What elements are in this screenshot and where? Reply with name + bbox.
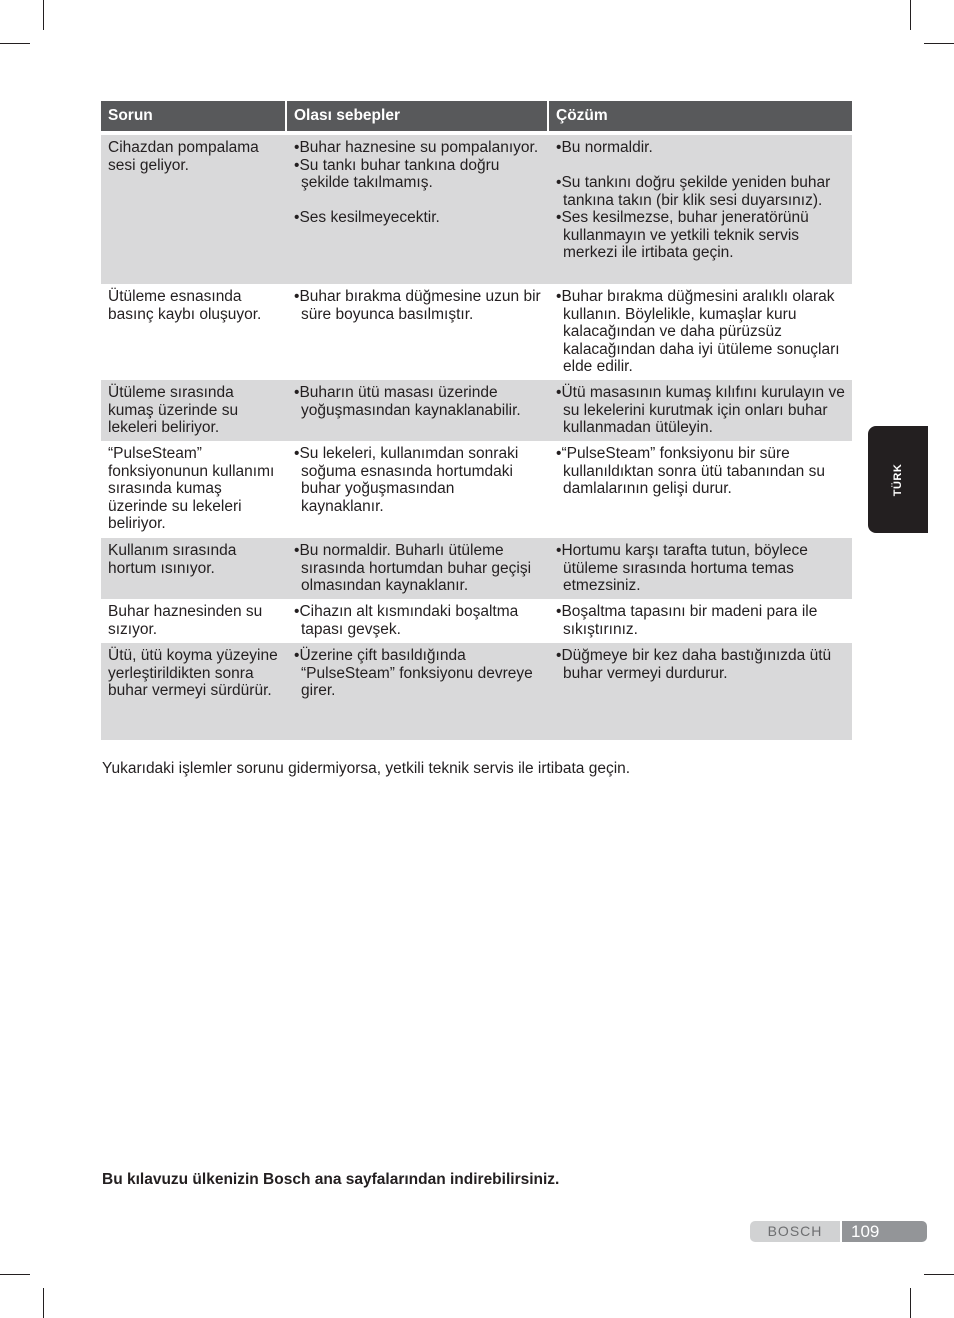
causes-cell [285,380,547,441]
crop-mark [0,1274,30,1275]
solution-cell [547,441,852,538]
problem-cell: “PulseSteam” fonksiyonunun kullanımı sırasında kumaş üzerinde su lekeleri beliriyor. [101,441,285,538]
table-header-row [101,101,852,135]
crop-mark [0,43,30,44]
table-row [101,135,852,284]
solution-cell [547,538,852,599]
problem-cell: Buhar haznesinden su sızıyor. [101,599,285,643]
page-number: 109 [842,1221,927,1242]
cause-item: •Buharın ütü masası üzerinde yoğuşmasından kaynaklanabilir. [294,384,521,419]
crop-mark [924,43,954,44]
table-row [101,643,852,740]
crop-mark [910,1288,911,1318]
header-causes: Olası sebepler [285,101,547,135]
solution-item: •Buhar bırakma düğmesini aralıklı olarak kullanın. Böylelikle, kumaşlar kuru kalacağından ve daha pürüzsüz kalacağından daha iyi ütüleme sonuçları elde edilir. [556,288,840,375]
causes-cell [285,538,547,599]
problem-cell: Ütü, ütü koyma yüzeyine yerleştirildikten sonra buhar vermeyi sürdürür. [101,643,285,740]
cause-item: •Bu normaldir. Buharlı ütüleme sırasında hortumdan buhar geçişi olmasından kaynaklanır. [294,542,532,594]
crop-mark [43,0,44,30]
download-note: Bu kılavuzu ülkenizin Bosch ana sayfalarından indirebilirsiniz. [102,1171,560,1188]
solution-item: •Boşaltma tapasını bir madeni para ile sıkıştırınız. [556,603,818,638]
cause-item: •Cihazın alt kısmındaki boşaltma tapası gevşek. [294,603,519,638]
header-problem: Sorun [101,101,285,135]
troubleshooting-table [101,101,852,740]
solution-cell [547,135,852,284]
footnote: Yukarıdaki işlemler sorunu gidermiyorsa, yetkili teknik servis ile irtibata geçin. [102,760,631,777]
cause-item: •Üzerine çift basıldığında “PulseSteam” fonksiyonu devreye girer. [294,647,533,699]
crop-mark [924,1274,954,1275]
problem-cell: Cihazdan pompalama sesi geliyor. [101,135,285,284]
table-row [101,599,852,643]
solution-item: •Düğmeye bir kez daha bastığınızda ütü buhar vermeyi durdurur. [556,647,832,682]
solution-cell [547,380,852,441]
solution-item: •Bu normaldir. [556,139,653,156]
cause-item: •Su lekeleri, kullanımdan sonraki soğuma esnasında hortumdaki buhar yoğuşmasından kaynaklanır. [294,445,519,515]
language-tab [868,426,928,533]
brand-label: BOSCH [750,1221,840,1242]
table-row [101,380,852,441]
solution-cell [547,599,852,643]
table-row [101,441,852,538]
language-label: TÜRK [892,463,904,496]
header-solution: Çözüm [547,101,852,135]
solution-cell [547,643,852,740]
solution-item: •Su tankını doğru şekilde yeniden buhar tankına takın (bir klik sesi duyarsınız). [556,174,831,209]
causes-cell [285,643,547,740]
cause-item: •Buhar bırakma düğmesine uzun bir süre boyunca basılmıştır. [294,288,541,323]
solution-item: •Ütü masasının kumaş kılıfını kurulayın ve su lekelerini kurutmak için onları buhar kullanmadan ütüleyin. [556,384,845,436]
cause-item: •Buhar haznesine su pompalanıyor. [294,139,539,156]
causes-cell [285,135,547,284]
problem-cell: Kullanım sırasında hortum ısınıyor. [101,538,285,599]
problem-cell: Ütüleme sırasında kumaş üzerinde su lekeleri beliriyor. [101,380,285,441]
crop-mark [910,0,911,30]
problem-cell: Ütüleme esnasında basınç kaybı oluşuyor. [101,284,285,380]
table-row [101,284,852,380]
crop-mark [43,1288,44,1318]
table-row [101,538,852,599]
cause-item: •Ses kesilmeyecektir. [294,209,440,226]
solution-cell [547,284,852,380]
solution-item: •Hortumu karşı tarafta tutun, böylece ütüleme sırasında hortuma temas etmezsiniz. [556,542,808,594]
solution-item: •“PulseSteam” fonksiyonu bir süre kullanıldıktan sonra ütü tabanından su damlalarının gelişi durur. [556,445,825,497]
causes-cell [285,441,547,538]
cause-item: •Su tankı buhar tankına doğru şekilde takılmamış. [294,156,500,191]
causes-cell [285,599,547,643]
causes-cell [285,284,547,380]
solution-item: •Ses kesilmezse, buhar jeneratörünü kullanmayın ve yetkili teknik servis merkezi ile irtibata geçin. [556,209,809,261]
